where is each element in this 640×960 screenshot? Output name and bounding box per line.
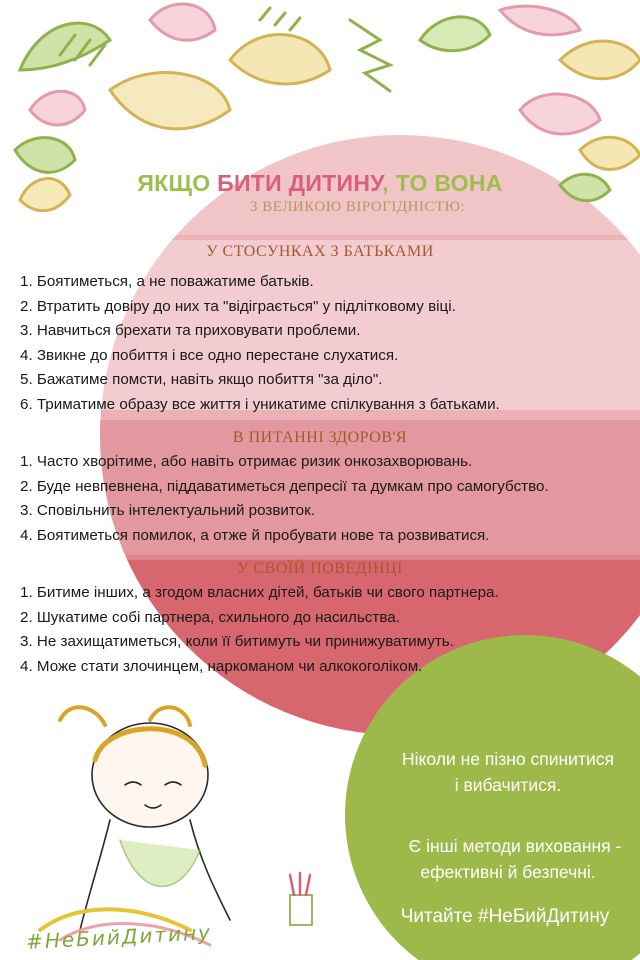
list-item: 5. Бажатиме помсти, навіть якщо побиття "за діло".: [20, 371, 383, 388]
subtitle: З ВЕЛИКОЮ ВІРОГІДНІСТЮ:: [250, 199, 466, 215]
cta-read-hashtag[interactable]: Читайте #НеБийДитину: [400, 906, 610, 927]
hashtag-signature: #НеБийДитину: [25, 920, 213, 954]
list-item: 6. Триматиме образу все життя і уникатиме спілкування з батьками.: [20, 395, 500, 413]
child-drawing-illustration: [40, 707, 312, 945]
callout-line-4: ефективні й безпечні.: [420, 862, 596, 882]
list-parents: [20, 270, 500, 417]
callout-line-3: Є інші методи виховання -: [408, 836, 622, 856]
list-item: 1. Боятиметься, а не поважатиме батьків.: [20, 273, 314, 290]
list-item: 2. Буде невпевнена, піддаватиметься депресії та думкам про самогубство.: [20, 477, 549, 495]
list-behavior: [20, 581, 499, 679]
section-heading-behavior: У СВОЇЙ ПОВЕДІНЦІ: [237, 560, 403, 577]
section-heading-parents: У СТОСУНКАХ З БАТЬКАМИ: [206, 243, 434, 260]
main-title: [0, 170, 640, 197]
list-item: 3. Навчиться брехати та приховувати проблеми.: [20, 322, 361, 339]
list-item: 3. Сповільнить інтелектуальний розвиток.: [20, 502, 315, 519]
list-item: 2. Втратить довіру до них та "відіграється" у підлітковому віці.: [20, 297, 456, 315]
list-item: 3. Не захищатиметься, коли її битимуть чи принижуватимуть.: [20, 633, 454, 650]
title-part-then: , ТО ВОНА: [382, 170, 503, 196]
list-item: 2. Шукатиме собі партнера, схильного до насильства.: [20, 608, 400, 626]
list-item: 4. Боятиметься помилок, а отже й пробувати нове та розвиватися.: [20, 526, 490, 544]
list-item: 4. Звикне до побиття і все одно перестане слухатися.: [20, 346, 399, 364]
callout-line-2: і вибачитися.: [454, 775, 562, 795]
callout-line-1: Ніколи не пізно спинитися: [402, 749, 614, 769]
section-heading-health: В ПИТАННІ ЗДОРОВ'Я: [232, 429, 408, 446]
title-part-hit-child: БИТИ ДИТИНУ: [217, 170, 383, 196]
title-part-if: ЯКЩО: [137, 170, 218, 196]
list-health: [20, 450, 549, 548]
list-item: 4. Може стати злочинцем, наркоманом чи алкокоголіком.: [20, 657, 423, 675]
list-item: 1. Битиме інших, а згодом власних дітей, батьків чи свого партнера.: [20, 584, 499, 601]
list-item: 1. Часто хворітиме, або навіть отримає ризик онкозахворювань.: [20, 453, 473, 470]
